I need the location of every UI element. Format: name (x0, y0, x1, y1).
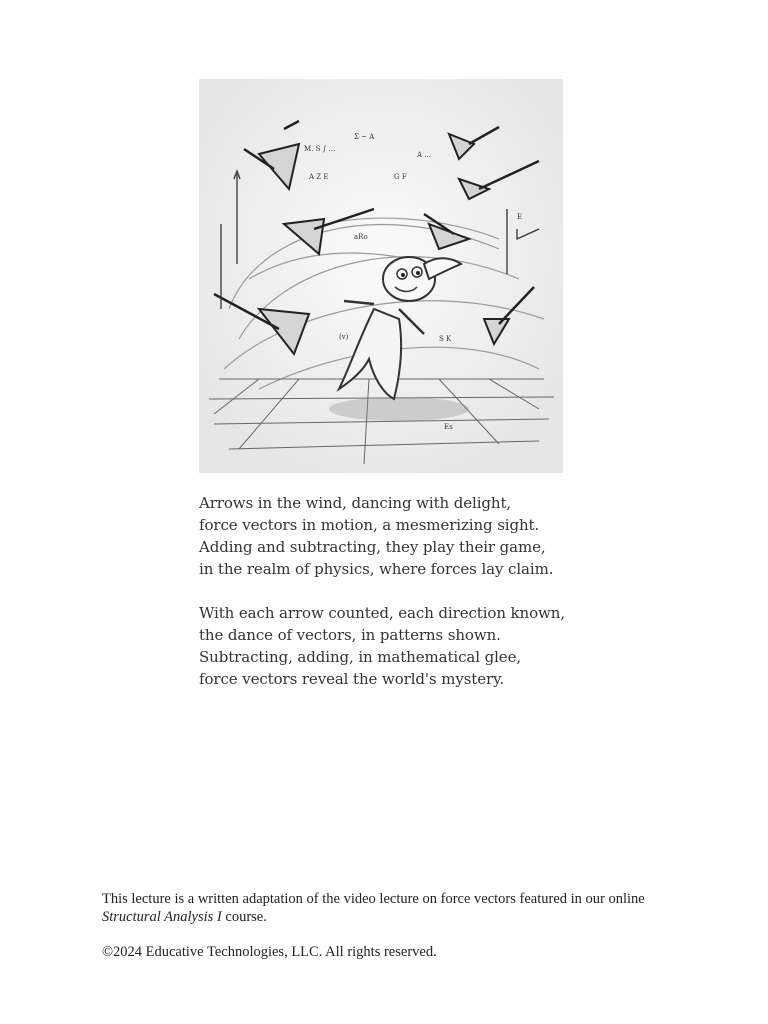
svg-text:(v): (v) (339, 333, 349, 341)
svg-text:Es: Es (444, 423, 453, 431)
poem-stanza-2 (199, 602, 619, 690)
poem-stanza-1 (199, 492, 619, 580)
adaptation-note (102, 890, 662, 926)
course-name: Structural Analysis I (102, 909, 222, 925)
adaptation-note-end: course. (221, 909, 267, 925)
poem-line: force vectors in motion, a mesmerizing sight. (199, 516, 540, 534)
svg-text:A Z E: A Z E (309, 173, 329, 181)
svg-text:M. S ∫ ...: M. S ∫ ... (304, 145, 336, 153)
svg-text:S K: S K (439, 335, 452, 343)
svg-text:A ...: A ... (417, 151, 431, 159)
svg-text:E: E (517, 213, 523, 221)
poem-line: Arrows in the wind, dancing with delight, (199, 494, 512, 512)
svg-text:aRo: aRo (354, 233, 368, 241)
footer (102, 890, 662, 961)
poem-line: Adding and subtracting, they play their game, (199, 538, 546, 556)
copyright-notice: ©2024 Educative Technologies, LLC. All rights reserved. (102, 944, 437, 960)
poem-line: Subtracting, adding, in mathematical glee, (199, 648, 522, 666)
poem-line: With each arrow counted, each direction known, (199, 604, 566, 622)
poem (199, 492, 619, 712)
svg-text:G F: G F (394, 173, 407, 181)
poem-line: the dance of vectors, in patterns shown. (199, 626, 501, 644)
poem-line: force vectors reveal the world's mystery. (199, 670, 505, 688)
adaptation-note-text: This lecture is a written adaptation of the video lecture on force vectors featured in our online (102, 891, 645, 907)
poem-line: in the realm of physics, where forces lay claim. (199, 560, 554, 578)
vector-dance-illustration (199, 79, 563, 473)
svg-text:Σ ~ A: Σ ~ A (354, 133, 375, 141)
